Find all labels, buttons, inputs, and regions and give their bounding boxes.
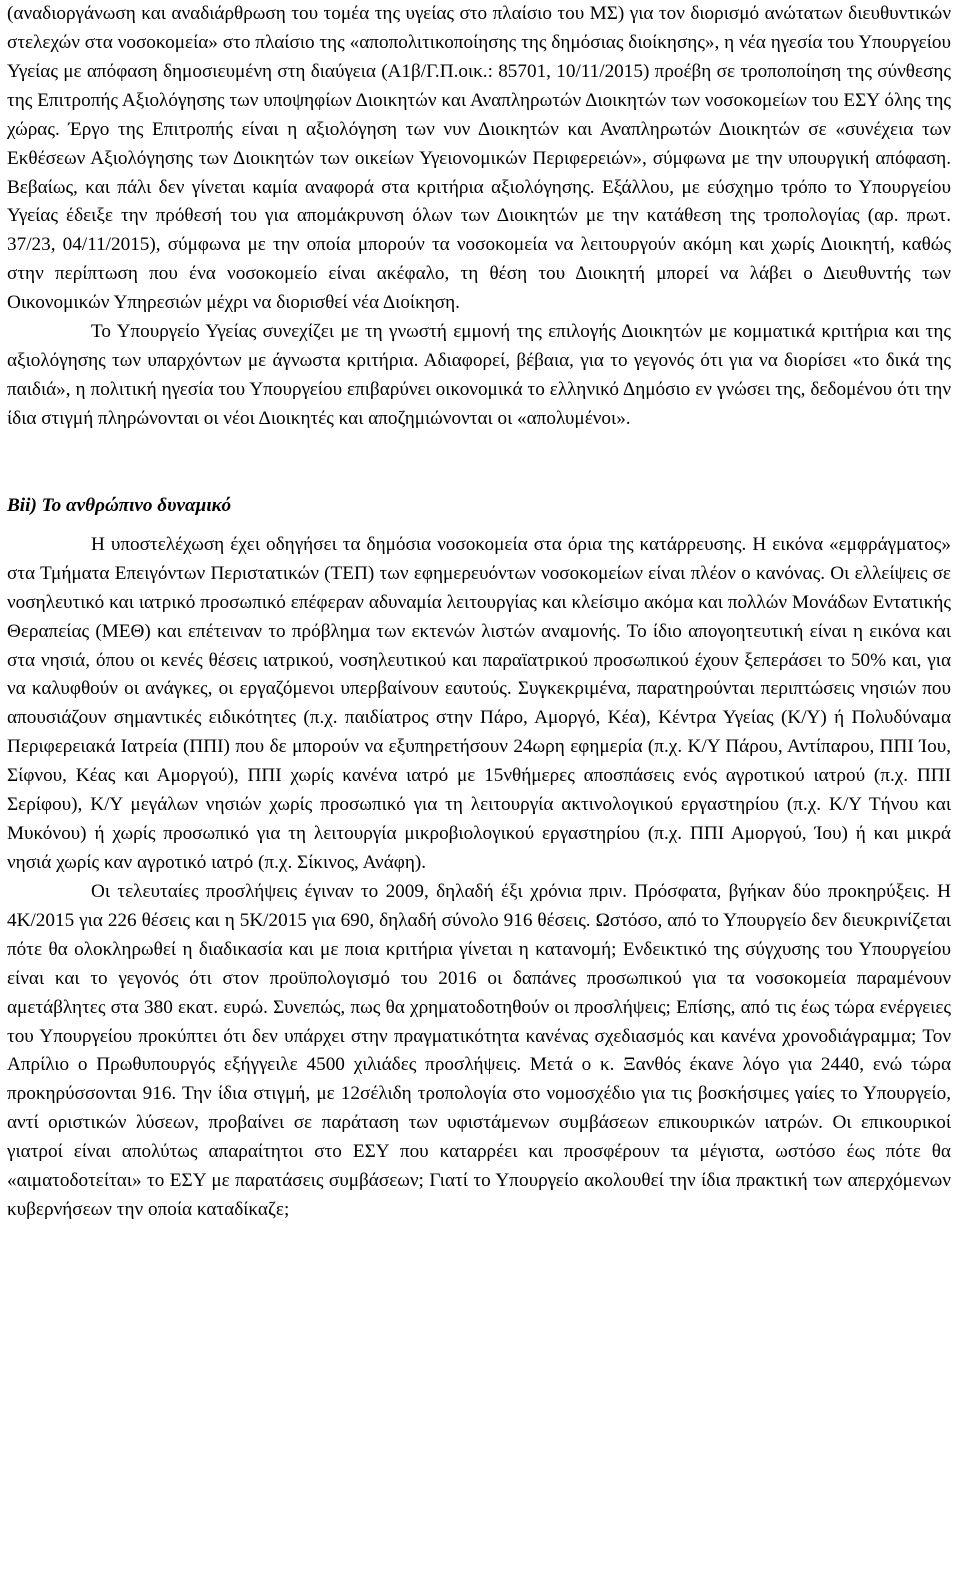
- spacer: [7, 521, 951, 531]
- section-heading: Βii) Το ανθρώπινο δυναμικό: [7, 494, 232, 516]
- paragraph-recruitment: Οι τελευταίες προσλήψεις έγιναν το 2009, δηλαδή έξι χρόνια πριν. Πρόσφατα, βγήκαν δύο προκηρύξεις. Η 4Κ/2015 για 226 θέσεις και η 5Κ/2015 για 690, δηλαδή σύνολο 916 θέσεις. Ωστόσο, από το Υπουργείο δεν διευκρινίζεται πότε θα ολοκληρωθεί η διαδικασία και με ποια κριτήρια γίνεται η κατανομή; Ενδεικτικό της σύγχυσης του Υπουργείου είναι και το γεγονός ότι στον προϋπολογισμό του 2016 οι δαπάνες προσωπικού για τα νοσοκομεία παραμένουν αμετάβλητες στα 380 εκατ. ευρώ. Συνεπώς, πως θα χρηματοδοτηθούν οι προσλήψεις; Επίσης, από τις έως τώρα ενέργειες του Υπουργείου προκύπτει ότι δεν υπάρχει στην πραγματικότητα κανένας σχεδιασμός και κανένα χρονοδιάγραμμα; Τον Απρίλιο ο Πρωθυπουργός εξήγγειλε 4500 χιλιάδες προσλήψεις. Μετά ο κ. Ξανθός έκανε λόγο για 2440, ενώ τώρα προκηρύσσονται 916. Την ίδια στιγμή, με 12σέλιδη τροπολογία στο νομοσχέδιο για τις βοσκήσιμες γαίες το Υπουργείο, αντί οριστικών λύσεων, προβαίνει σε παράταση των υφιστάμενων συμβάσεων επικουρικών ιατρών. Οι επικουρικοί γιατροί είναι απολύτως απαραίτητοι στο ΕΣΥ που καταρρέει και προσφέρουν τα μέγιστα, ωστόσο έως πότε θα «αιματοδοτείται» το ΕΣΥ με παρατάσεις συμβάσεων; Γιατί το Υπουργείο ακολουθεί την ίδια πρακτική των απερχόμενων κυβερνήσεων την οποία καταδίκαζε;: [7, 880, 951, 1221]
- paragraph-hospital-management: (αναδιοργάνωση και αναδιάρθρωση του τομέα της υγείας στο πλαίσιο του ΜΣ) για τον διορισμό ανώτατων διευθυντικών στελεχών στα νοσοκομεία» στο πλαίσιο της «αποπολιτικοποίησης της δημόσιας διοίκησης», η νέα ηγεσία του Υπουργείου Υγείας με απόφαση δημοσιευμένη στη διαύγεια (Α1β/Γ.Π.οικ.: 85701, 10/11/2015) προέβη σε τροποποίηση της σύνθεσης της Επιτροπής Αξιολόγησης των υποψηφίων Διοικητών και Αναπληρωτών Διοικητών των νοσοκομείων του ΕΣΥ όλης της χώρας. Έργο της Επιτροπής είναι η αξιολόγηση των νυν Διοικητών και Αναπληρωτών Διοικητών σε «συνέχεια των Εκθέσεων Αξιολόγησης των Διοικητών των οικείων Υγειονομικών Περιφερειών», σύμφωνα με την υπουργική απόφαση. Βεβαίως, και πάλι δεν γίνεται καμία αναφορά στα κριτήρια αξιολόγησης. Εξάλλου, με εύσχημο τρόπο το Υπουργείου Υγείας έδειξε την πρόθεσή του για απομάκρυνση όλων των Διοικητών με την κατάθεση της τροπολογίας (αρ. πρωτ. 37/23, 04/11/2015), σύμφωνα με την οποία μπορούν τα νοσοκομεία να λειτουργούν ακόμη και χωρίς Διοικητή, καθώς στην περίπτωση που ένα νοσοκομείο είναι ακέφαλο, τη θέση του Διοικητή μπορεί να λάβει ο Διευθυντής των Οικονομικών Υπηρεσιών μέχρι να διορισθεί νέα Διοίκηση.: [7, 3, 951, 314]
- paragraph-party-criteria: Το Υπουργείο Υγείας συνεχίζει με τη γνωστή εμμονή της επιλογής Διοικητών με κομματικά κριτήρια και της αξιολόγησης των υπαρχόντων με άγνωστα κριτήρια. Αδιαφορεί, βέβαια, για το γεγονός ότι για να διορίσει «το δικά της παιδιά», η πολιτική ηγεσία του Υπουργείου επιβαρύνει οικονομικά το ελληνικό Δημόσιο εν γνώσει της, δεδομένου ότι την ίδια στιγμή πληρώνονται οι νέοι Διοικητές και αποζημιώνονται οι «απολυμένοι».: [7, 321, 951, 429]
- paragraph-understaffing: Η υποστελέχωση έχει οδηγήσει τα δημόσια νοσοκομεία στα όρια της κατάρρευσης. Η εικόνα «εμφράγματος» στα Τμήματα Επειγόντων Περιστατικών (ΤΕΠ) των εφημερευόντων νοσοκομείων είναι πλέον ο κανόνας. Οι ελλείψεις σε νοσηλευτικό και ιατρικό προσωπικό επέφεραν αδυναμία λειτουργίας και κλείσιμο ακόμα και πολλών Μονάδων Εντατικής Θεραπείας (ΜΕΘ) και επέτειναν το πρόβλημα των εκτενών λιστών αναμονής. Το ίδιο απογοητευτική είναι η εικόνα και στα νησιά, όπου οι κενές θέσεις ιατρικού, νοσηλευτικού και παραϊατρικού προσωπικού έχουν ξεπεράσει το 50% και, για να καλυφθούν οι ανάγκες, οι εργαζόμενοι υπερβαίνουν εαυτούς. Συγκεκριμένα, παρατηρούνται περιπτώσεις νησιών που απουσιάζουν σημαντικές ειδικότητες (π.χ. παιδίατρος στην Πάρο, Αμοργό, Κέα), Κέντρα Υγείας (Κ/Υ) ή Πολυδύναμα Περιφερειακά Ιατρεία (ΠΠΙ) που δε μπορούν να εξυπηρετήσουν 24ωρη εφημερία (π.χ. Κ/Υ Πάρου, Αντίπαρου, ΠΠΙ Ίου, Σίφνου, Κέας και Αμοργού), ΠΠΙ χωρίς κανένα ιατρό με 15νθήμερες αποσπάσεις ενός αγροτικού ιατρού (π.χ. ΠΠΙ Σερίφου), Κ/Υ μεγάλων νησιών χωρίς προσωπικό για τη λειτουργία ακτινολογικού εργαστηρίου (π.χ. Κ/Υ Τήνου και Μυκόνου) ή χωρίς προσωπικό για τη λειτουργία μικροβιολογικού εργαστηρίου (π.χ. ΠΠΙ Αμοργού, Ίου) ή και μικρά νησιά χωρίς καν αγροτικό ιατρό (π.χ. Σίκινος, Ανάφη).: [7, 533, 951, 873]
- document-page: [7, 0, 951, 1225]
- spacer: [7, 434, 951, 492]
